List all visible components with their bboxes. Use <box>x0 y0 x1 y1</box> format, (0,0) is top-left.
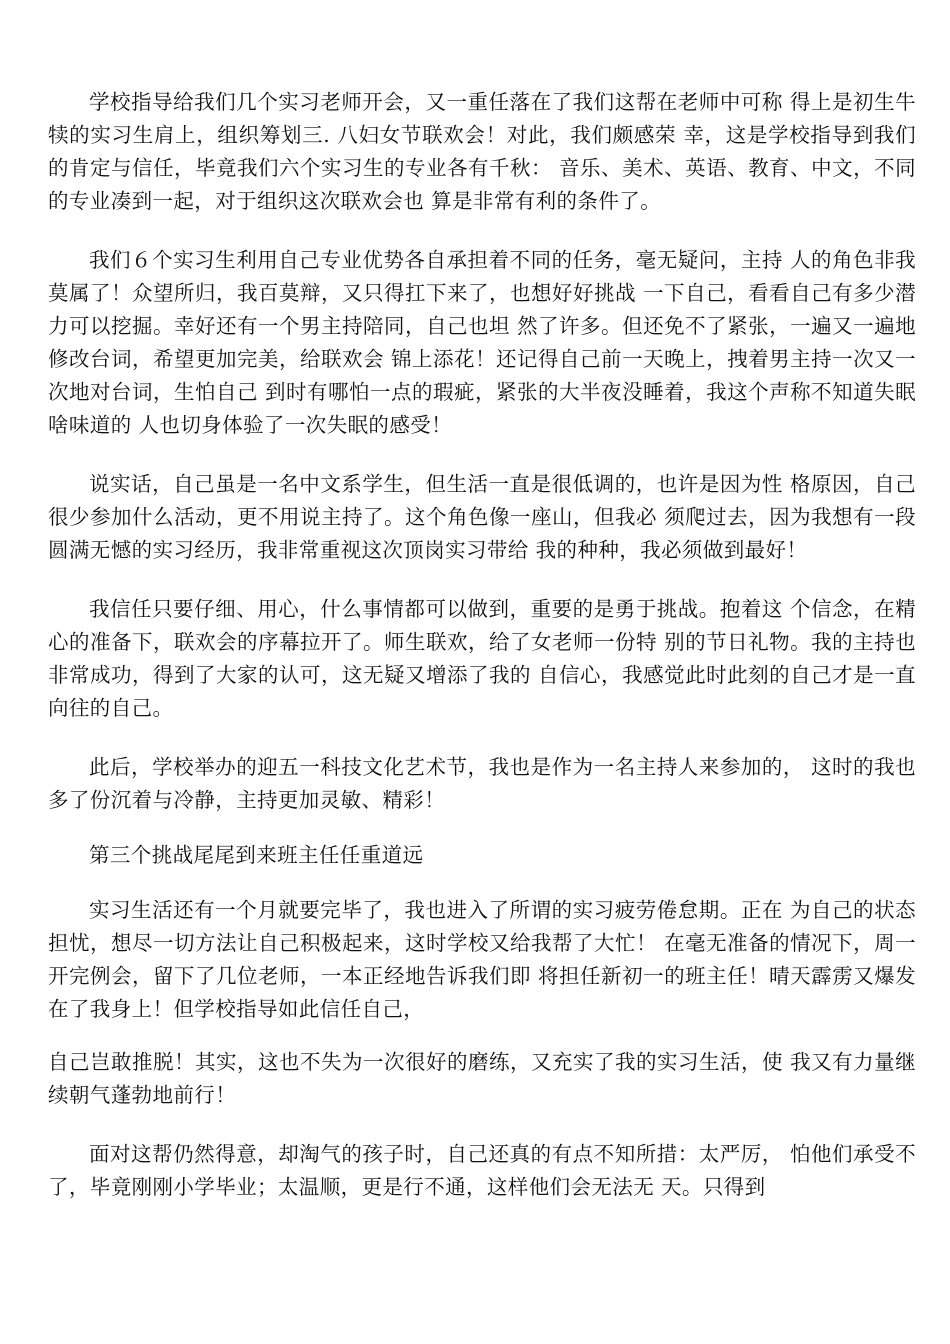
paragraph: 学校指导给我们几个实习老师开会，又一重任落在了我们这帮在老师中可称 得上是初生牛犊的实习生肩上，组织筹划三. 八妇女节联欢会！对此，我们颇感荣 幸，这是学校指导到我们的肯定与信任，毕竟我们六个实习生的专业各有千秋： 音乐、美术、英语、教育、中文，不同的专业凑到一起，对于组织这次联欢会也 算是非常有利的条件了。 <box>48 90 916 213</box>
document-page <box>48 86 916 1204</box>
paragraph: 我们６个实习生利用自己专业优势各自承担着不同的任务，毫无疑问，主持 人的角色非我莫属了！众望所归，我百莫辩，又只得扛下来了，也想好好挑战 一下自己，看看自己有多少潜力可以挖掘。幸好还有一个男主持陪同，自己也坦 然了许多。但还免不了紧张，一遍又一遍地修改台词，希望更加完美，给联欢会 锦上添花！还记得自己前一天晚上，拽着男主持一次又一次地对台词，生怕自己 到时有哪怕一点的瑕疵，紧张的大半夜没睡着，我这个声称不知道失眠啥味道的 人也切身体验了一次失眠的感受！ <box>48 248 916 437</box>
paragraph: 说实话，自己虽是一名中文系学生，但生活一直是很低调的，也许是因为性 格原因，自己很少参加什么活动，更不用说主持了。这个角色像一座山，但我必 须爬过去，因为我想有一段圆满无憾的实习经历，我非常重视这次顶岗实习带给 我的种种，我必须做到最好！ <box>48 472 916 562</box>
paragraph: 此后，学校举办的迎五一科技文化艺术节，我也是作为一名主持人来参加的， 这时的我也多了份沉着与冷静，主持更加灵敏、精彩！ <box>48 755 916 812</box>
paragraph: 实习生活还有一个月就要完毕了，我也进入了所谓的实习疲劳倦怠期。正在 为自己的状态担忧，想尽一切方法让自己积极起来，这时学校又给我帮了大忙！ 在毫无准备的情况下，周一开完例会，留下了几位老师，一本正经地告诉我们即 将担任新初一的班主任！晴天霹雳又爆发在了我身上！但学校指导如此信任自己， <box>48 898 916 1021</box>
paragraph: 我信任只要仔细、用心，什么事情都可以做到，重要的是勇于挑战。抱着这 个信念，在精心的准备下，联欢会的序幕拉开了。师生联欢，给了女老师一份特 别的节日礼物。我的主持也非常成功，得到了大家的认可，这无疑又增添了我的 自信心，我感觉此时此刻的自己才是一直向往的自己。 <box>48 597 916 720</box>
paragraph: 自己岂敢推脱！其实，这也不失为一次很好的磨练，又充实了我的实习生活，使 我又有力量继续朝气蓬勃地前行！ <box>48 1050 916 1107</box>
paragraph: 面对这帮仍然得意，却淘气的孩子时，自己还真的有点不知所措：太严厉， 怕他们承受不了，毕竟刚刚小学毕业；太温顺，更是行不通，这样他们会无法无 天。只得到 <box>48 1142 916 1199</box>
section-heading: 第三个挑战尾尾到来班主任任重道远 <box>89 843 424 867</box>
